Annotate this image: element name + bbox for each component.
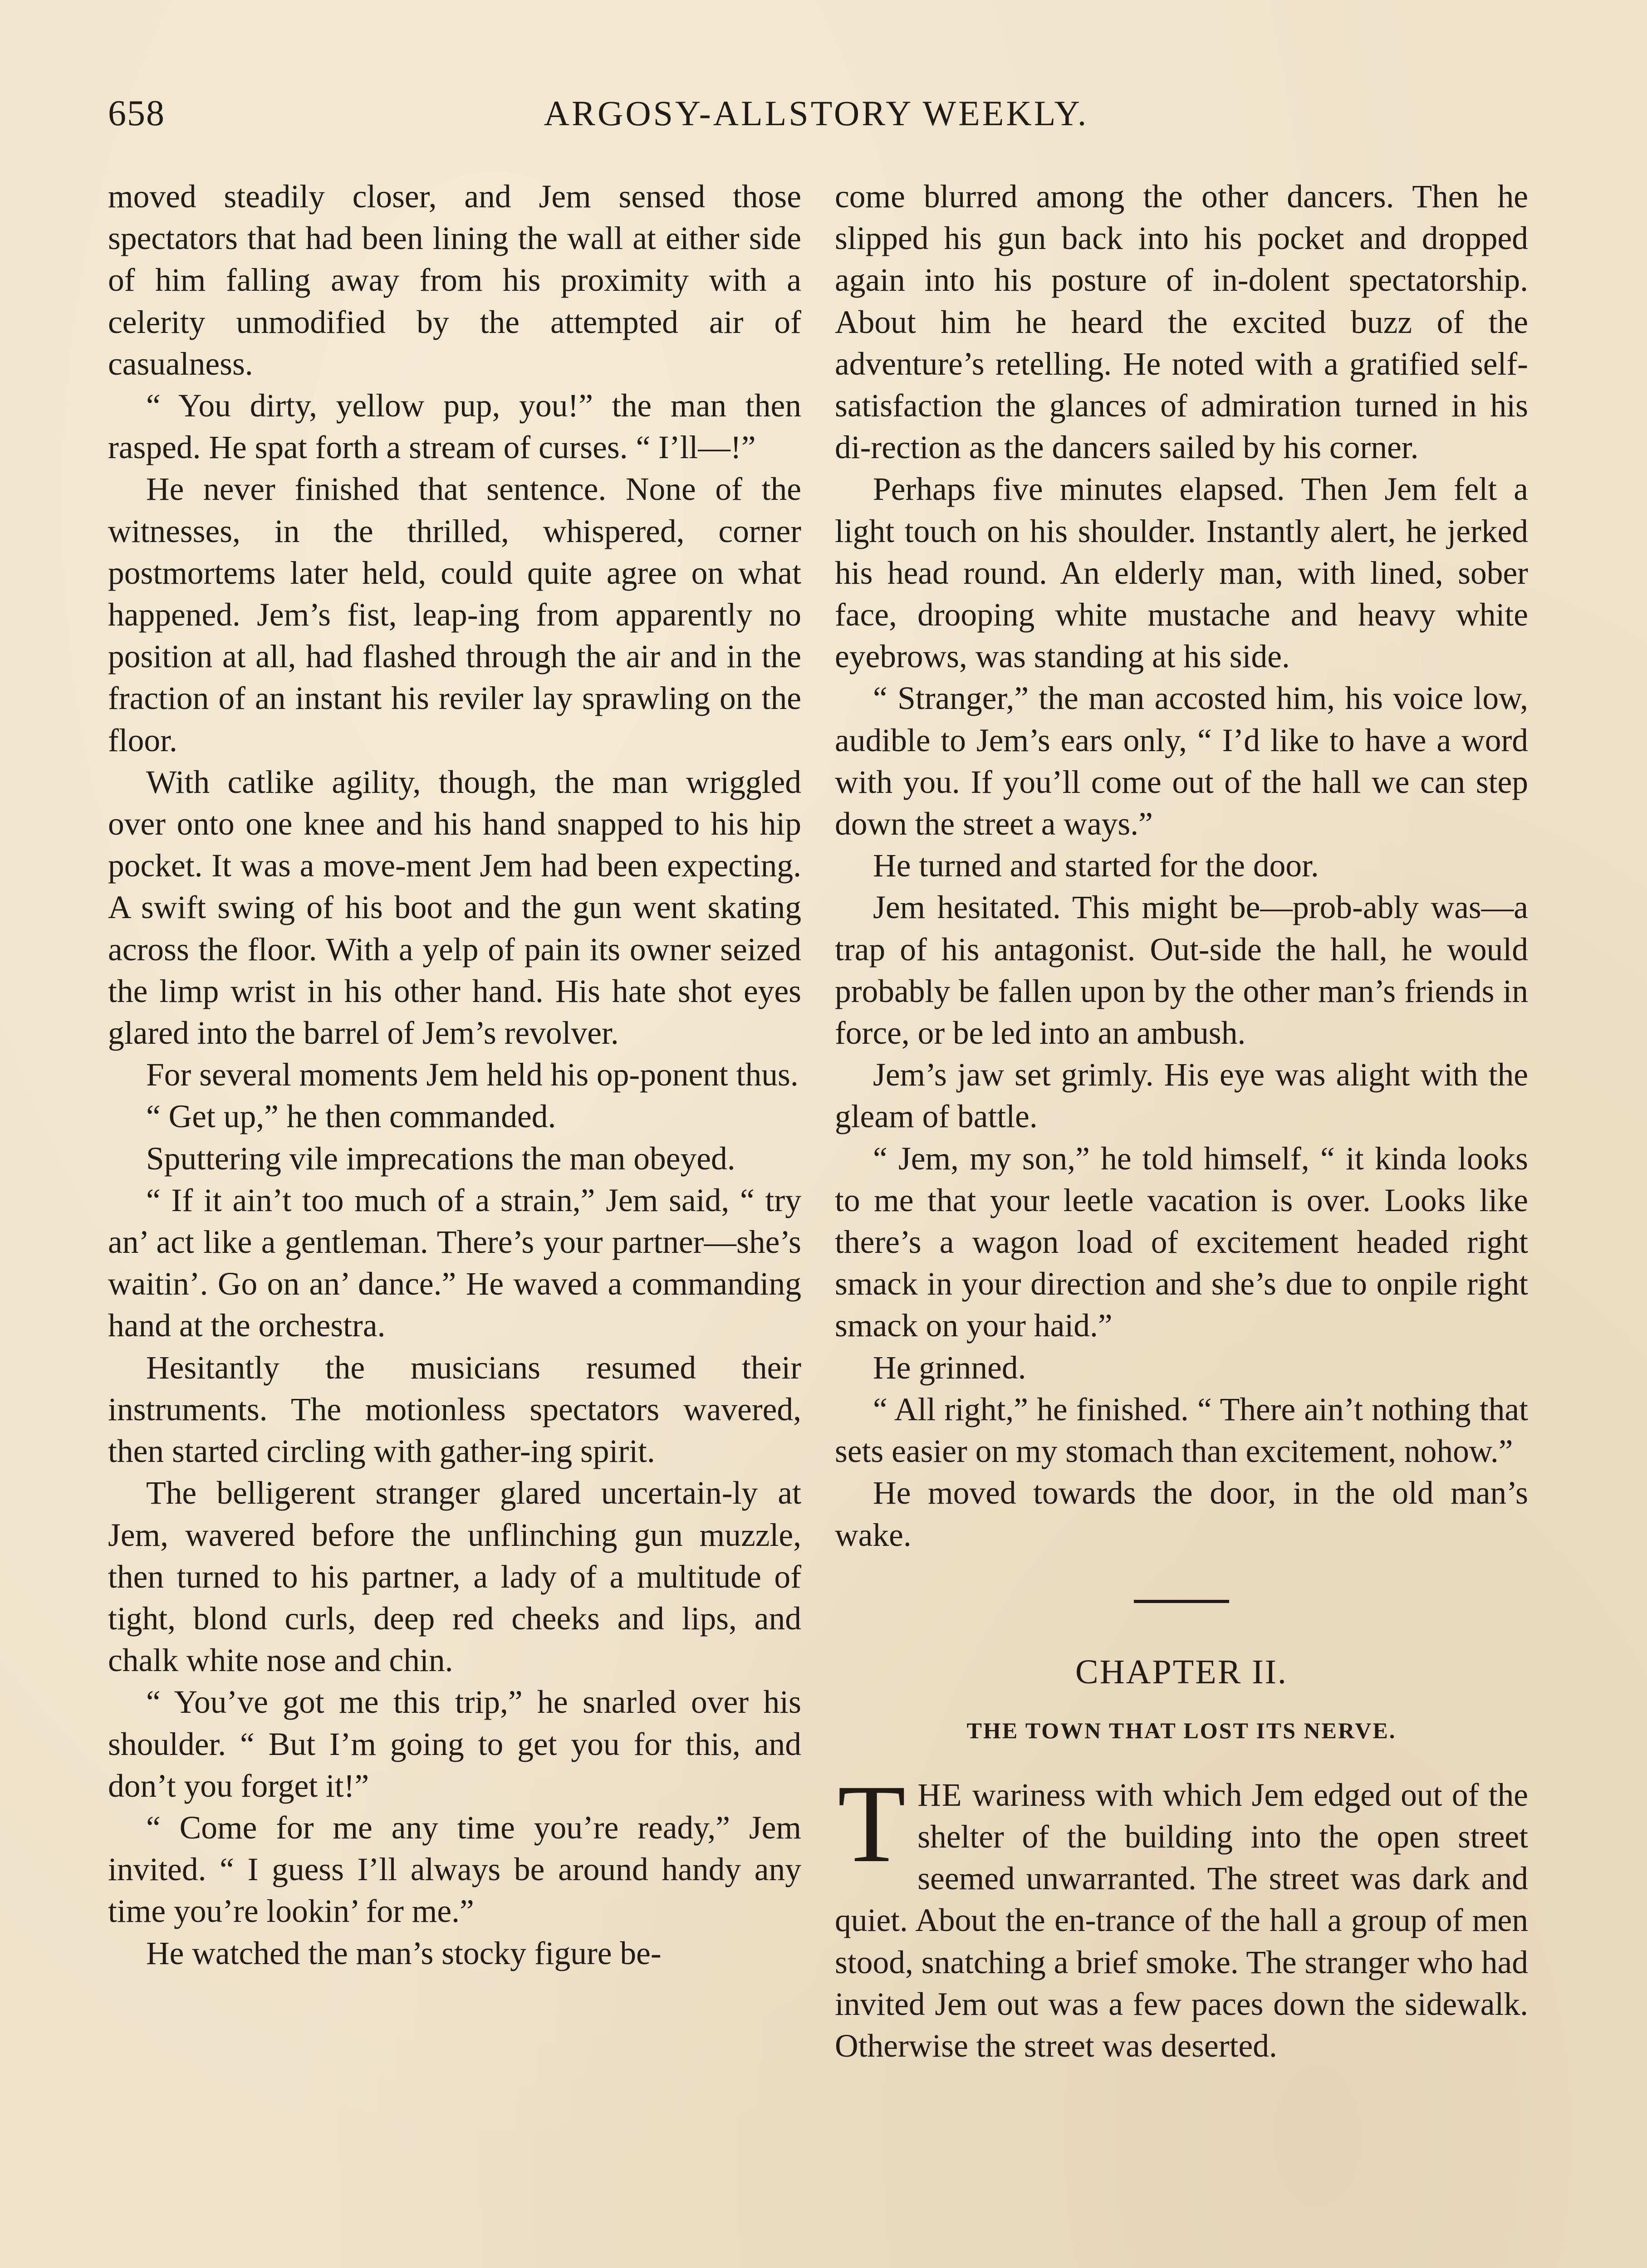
paragraph: He watched the man’s stocky figure be- (146, 1935, 662, 1971)
paragraph: The belligerent stranger glared uncertain-ly at Jem, wavered before the unflinching gun muzzle, then turned to his partner, a lady of a multitude of tight, blond curls, deep red cheeks and lips, and chalk white nose and chin. (108, 1475, 801, 1679)
paragraph: Sputtering vile imprecations the man obeyed. (146, 1140, 735, 1177)
paragraph: “ Come for me any time you’re ready,” Jem invited. “ I guess I’ll always be around handy any time you’re lookin’ for me.” (108, 1809, 801, 1930)
running-head: ARGOSY-ALLSTORY WEEKLY. (544, 93, 1089, 133)
chapter-title: CHAPTER II. (1075, 1652, 1288, 1691)
paragraph: “ All right,” he finished. “ There ain’t nothing that sets easier on my stomach than excitement, nohow.” (835, 1391, 1528, 1470)
chapter-subtitle: THE TOWN THAT LOST ITS NERVE. (966, 1717, 1397, 1743)
drop-cap: T (838, 1762, 906, 1886)
paragraph: moved steadily closer, and Jem sensed those spectators that had been lining the wall at either side of him falling away from his proximity with a celerity unmodified by the attempted air of casualness. (108, 179, 801, 382)
paragraph: He grinned. (873, 1349, 1026, 1386)
paragraph: “ If it ain’t too much of a strain,” Jem said, “ try an’ act like a gentleman. There’s your partner—she’s waitin’. Go on an’ dance.” He waved a commanding hand at the orchestra. (108, 1182, 801, 1344)
paragraph: He never finished that sentence. None of the witnesses, in the thrilled, whispered, corner postmortems later held, could quite agree on what happened. Jem’s fist, leap-ing from apparently no position at all, had flashed through the air and in the fraction of an instant his reviler lay sprawling on the floor. (108, 471, 801, 758)
paragraph: He turned and started for the door. (873, 848, 1319, 884)
opening-word: HE (917, 1777, 963, 1813)
paragraph: “ Stranger,” the man accosted him, his voice low, audible to Jem’s ears only, “ I’d like to have a word with you. If you’ll come out of the hall we can step down the street a ways.” (835, 680, 1528, 842)
page-header (108, 93, 1524, 143)
page-number: 658 (108, 93, 165, 133)
paragraph: Jem hesitated. This might be—prob-ably was—a trap of his antagonist. Out-side the hall, he would probably be fallen upon by the other man’s friends in force, or be led into an ambush. (835, 890, 1528, 1051)
opening-text: wariness with which Jem edged out of the shelter of the building into the open street seemed unwarranted. The street was dark and quiet. About the en-trance of the hall a group of men stood, snatching a brief smoke. The stranger who had invited Jem out was a few paces down the sidewalk. Otherwise the street was deserted. (835, 1777, 1529, 2064)
section-divider (1134, 1600, 1229, 1603)
left-column (108, 176, 801, 1975)
paragraph: Jem’s jaw set grimly. His eye was alight with the gleam of battle. (835, 1057, 1528, 1135)
right-column (835, 176, 1528, 2067)
paragraph: “ Get up,” he then commanded. (146, 1099, 556, 1135)
paragraph: “ You’ve got me this trip,” he snarled over his shoulder. “ But I’m going to get you for this, and don’t you forget it!” (108, 1684, 801, 1804)
paragraph: For several moments Jem held his op-ponent thus. (146, 1057, 799, 1093)
paragraph: He moved towards the door, in the old man’s wake. (835, 1475, 1528, 1553)
chapter-opening-paragraph (835, 1762, 1529, 2067)
paragraph: “ Jem, my son,” he told himself, “ it kinda looks to me that your leetle vacation is over. Looks like there’s a wagon load of excitement headed right smack in your direction and she’s due to onpile right smack on your haid.” (835, 1140, 1528, 1344)
paragraph: “ You dirty, yellow pup, you!” the man then rasped. He spat forth a stream of curses. “ I’ll—!” (108, 388, 801, 466)
paragraph: With catlike agility, though, the man wriggled over onto one knee and his hand snapped to his hip pocket. It was a move-ment Jem had been expecting. A swift swing of his boot and the gun went skating across the floor. With a yelp of pain its owner seized the limp wrist in his other hand. His hate shot eyes glared into the barrel of Jem’s revolver. (108, 764, 801, 1051)
paragraph: come blurred among the other dancers. Then he slipped his gun back into his pocket and dropped again into his posture of in-dolent spectatorship. About him he heard the excited buzz of the adventure’s retelling. He noted with a gratified self-satisfaction the glances of admiration turned in his di-rection as the dancers sailed by his corner. (835, 179, 1528, 466)
paragraph: Hesitantly the musicians resumed their instruments. The motionless spectators wavered, then started circling with gather-ing spirit. (108, 1349, 801, 1470)
paragraph: Perhaps five minutes elapsed. Then Jem felt a light touch on his shoulder. Instantly alert, he jerked his head round. An elderly man, with lined, sober face, drooping white mustache and heavy white eyebrows, was standing at his side. (835, 471, 1528, 675)
